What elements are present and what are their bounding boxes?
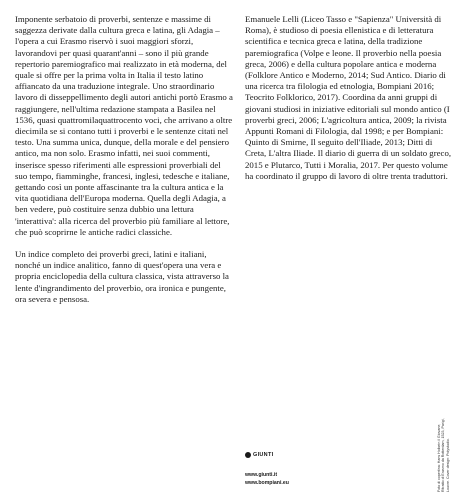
book-description <box>15 14 233 305</box>
publisher-logo-text: GIUNTI <box>253 452 274 458</box>
giunti-logo-icon <box>245 452 251 458</box>
publisher-logo <box>245 452 289 458</box>
cover-credits: Foto di copertina: Hans Holbein il Giovane, Ritratto di Erasmo da Rotterdam, 1523, Parigi, Louvre. Cover design: Polystudio. <box>437 418 450 492</box>
description-paragraph-2: Un indice completo dei proverbi greci, latini e italiani, nonché un indice analitico, fanno di quest'opera una vera e propria enciclopedia della cultura classica, vista attraverso la lente d'ingrandimento del proverbio, ora ironica e pungente, ora severa e pensosa. <box>15 249 229 304</box>
author-bio-text: Emanuele Lelli (Liceo Tasso e "Sapienza" Università di Roma), è studioso di poesia ellenistica e di letteratura scientifica e tecnica greca e latina, della tradizione paremiografica (Volpe e leone. Il proverbio nella poesia greca, 2006) e della cultura popolare antica e moderna (Folklore Antico e Moderno, 2014; Sud Antico. Diario di una ricerca tra filologia ed etnologia, Bompiani 2016; Teocrito Folklorico, 2017). Coordina da anni gruppi di giovani studiosi in iniziative editoriali sul mondo antico (I proverbi greci, 2006; L'agricoltura antica, 2009; la rivista Appunti Romani di Filologia, dal 1998; e per Bompiani: Quinto di Smirne, Il seguito dell'Iliade, 2013; Ditti di Creta, L'altra Iliade. Il diario di guerra di un soldato greco, 2015 e Plutarco, Tutti i Moralia, 2017. Per questo volume ha coordinato il gruppo di lavoro di oltre trenta traduttori. <box>245 14 452 181</box>
author-bio <box>245 14 455 182</box>
description-paragraph-1: Imponente serbatoio di proverbi, sentenze e massime di saggezza derivate dalla cultura greca e latina, gli Adagia – l'opera a cui Erasmo riservò i suoi maggiori sforzi, lavorandovi per quasi quarant'anni – sono il più grande repertorio paremiografico mai realizzato in età moderna, del quale si offre per la prima volta in Italia il testo latino affiancato da una traduzione integrale. Uno straordinario lavoro di disseppellimento degli autori antichi portò Erasmo a raggiungere, nell'ultima redazione stampata a Basilea nel 1536, quasi quattromilaquattrocento voci, che arrivano a oltre diecimila se si contano tutti i proverbi e le sentenze citati nel testo. Una summa unica, dunque, della morale e del pensiero antico, ma non solo. Erasmo infatti, nei suoi commenti, inserisce spesso riferimenti alle espressioni proverbiali del suo tempo, fiamminghe, francesi, inglesi, tedesche e italiane, gettando così un ponte affascinante tra la cultura antica e la vita quotidiana dell'Europa moderna. Quella degli Adagia, a ben vedere, può costituire senza dubbio una lettura 'interattiva': alla ricerca del proverbio più familiare al lettore, che può scoprirne le antiche radici classiche. <box>15 14 233 237</box>
publisher-url-giunti[interactable]: www.giunti.it <box>245 472 278 478</box>
publisher-url-bompiani[interactable]: www.bompiani.eu <box>245 480 289 486</box>
publisher-block <box>245 452 289 487</box>
